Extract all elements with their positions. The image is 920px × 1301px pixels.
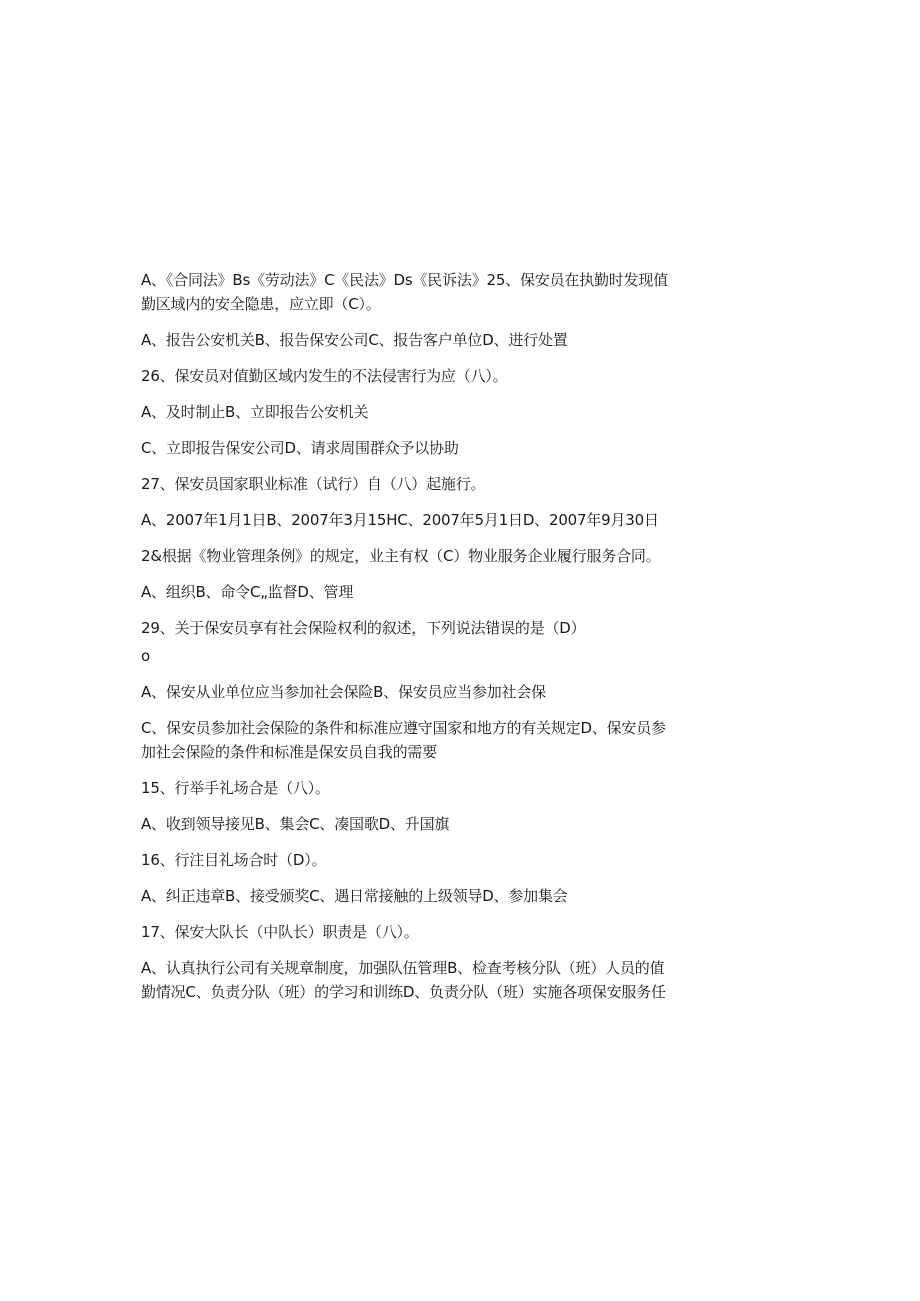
paragraph-q16	[141, 848, 701, 872]
paragraph-q27	[141, 472, 701, 496]
paragraph-q26	[141, 364, 701, 388]
paragraph-q29	[141, 616, 701, 640]
text-line: A、收到领导接见B、集会C、凑国歌D、升国旗	[141, 815, 450, 833]
text-line: 15、行举手礼场合是（八）。	[141, 779, 330, 797]
text-line: A、认真执行公司有关规章制度，加强队伍管理B、检查考核分队（班）人员的值	[141, 959, 665, 977]
text-line: C、立即报告保安公司D、请求周围群众予以协助	[141, 439, 459, 457]
paragraph-q25-options	[141, 328, 701, 352]
text-line: A、组织B、命令C„监督D、管理	[141, 583, 354, 601]
paragraph-q27-options	[141, 508, 701, 532]
paragraph-q28	[141, 544, 701, 568]
text-line: 勤情况C、负责分队（班）的学习和训练D、负责分队（班）实施各项保安服务任	[141, 983, 666, 1001]
paragraph-q15-options	[141, 812, 701, 836]
paragraph-q17	[141, 920, 701, 944]
paragraph-q29-options-ab	[141, 680, 701, 704]
text-line: 加社会保险的条件和标准是保安员自我的需要	[141, 743, 438, 761]
paragraph-q15	[141, 776, 701, 800]
text-line: 16、行注目礼场合时（D）。	[141, 851, 327, 869]
paragraph-q24-options-q25	[141, 268, 701, 316]
paragraph-q28-options	[141, 580, 701, 604]
paragraph-q26-options-ab	[141, 400, 701, 424]
paragraph-q17-options	[141, 956, 701, 1004]
paragraph-q29-tail	[141, 644, 701, 668]
text-line: 29、关于保安员享有社会保险权利的叙述，下列说法错误的是（D）	[141, 619, 586, 637]
text-line: 26、保安员对值勤区域内发生的不法侵害行为应（八）。	[141, 367, 508, 385]
text-line: A、纠正违章B、接受颁奖C、遇日常接触的上级领导D、参加集会	[141, 887, 568, 905]
text-line: A、及时制止B、立即报告公安机关	[141, 403, 369, 421]
text-line: A、保安从业单位应当参加社会保险B、保安员应当参加社会保	[141, 683, 546, 701]
paragraph-q26-options-cd	[141, 436, 701, 460]
text-line: A、《合同法》Bs《劳动法》C《民法》Ds《民诉法》25、保安员在执勤时发现值	[141, 271, 668, 289]
text-line: 27、保安员国家职业标准（试行）自（八）起施行。	[141, 475, 486, 493]
text-line: 17、保安大队长（中队长）职责是（八）。	[141, 923, 419, 941]
text-line: 2&根据《物业管理条例》的规定，业主有权（C）物业服务企业履行服务合同。	[141, 547, 661, 565]
paragraph-q16-options	[141, 884, 701, 908]
text-line: A、报告公安机关B、报告保安公司C、报告客户单位D、进行处置	[141, 331, 568, 349]
text-line: A、2007年1月1日B、2007年3月15HC、2007年5月1日D、2007年9月30日	[141, 511, 659, 529]
paragraph-q29-options-cd	[141, 716, 701, 764]
document-body	[141, 268, 701, 1016]
text-line: C、保安员参加社会保险的条件和标准应遵守国家和地方的有关规定D、保安员参	[141, 719, 666, 737]
text-line: 勤区域内的安全隐患，应立即（C）。	[141, 295, 381, 313]
text-line: o	[141, 647, 150, 665]
